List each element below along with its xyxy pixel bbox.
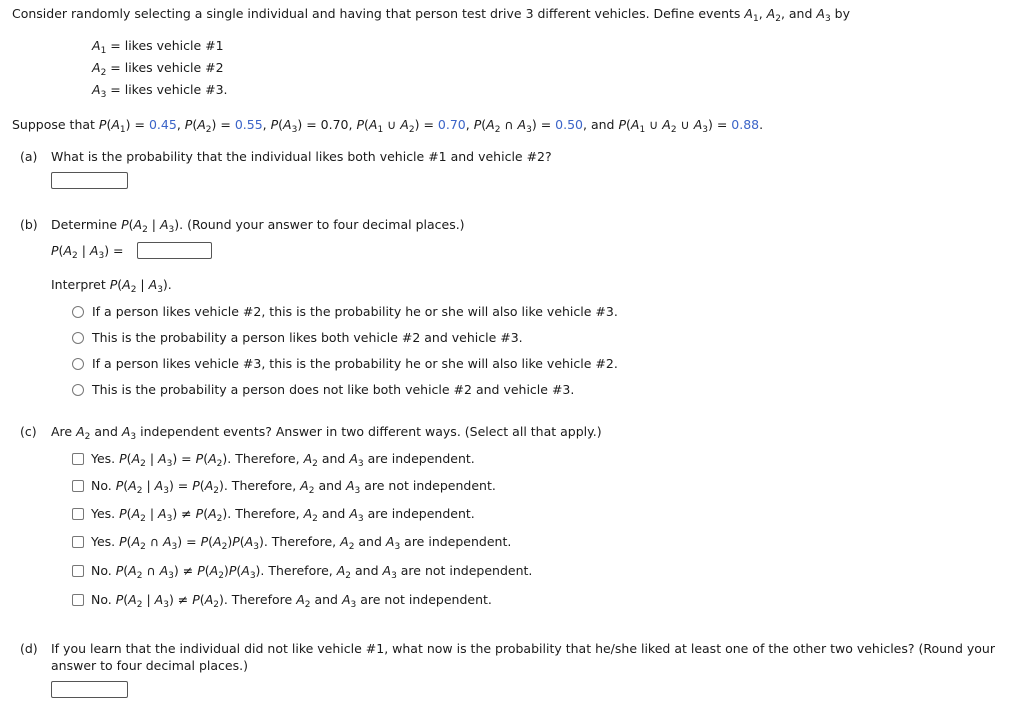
part-c-option-1-label: Yes. $P(A_2$ | $A_3) = P(A_2)$. Therefore, $A_2$ and $A_3$ are independent. [91,451,475,469]
part-b-question: Determine $P(A_2$ | $A_3$). (Round your answer to four decimal places.) [51,217,465,235]
part-c-option-3-checkbox[interactable] [72,508,84,520]
p-a1-value: 0.45 [148,117,177,132]
part-b-interpret: Interpret $P(A_2$ | $A_3$). [51,277,172,295]
part-a-label: (a) [20,149,38,164]
part-c-option-5-checkbox[interactable] [72,565,84,577]
part-c-option-6-checkbox[interactable] [72,594,84,606]
part-c-option-2-label: No. $P(A_2$ | $A_3) = P(A_2)$. Therefore, $A_2$ and $A_3$ are not independent. [91,478,496,496]
part-c-option-2-checkbox[interactable] [72,480,84,492]
p-a3-value: 0.70 [320,117,349,132]
part-c-option-1-checkbox[interactable] [72,453,84,465]
definition-a3: $A_3$ = likes vehicle #3. [92,82,228,100]
part-b-option-4-radio[interactable] [72,384,84,396]
definition-a1: $A_1$ = likes vehicle #1 [92,38,224,56]
part-b-label: (b) [20,217,38,232]
part-d-answer-input[interactable] [51,681,128,698]
part-a-answer-input[interactable] [51,172,128,189]
part-b-option-1-radio[interactable] [72,306,84,318]
part-d-question-line2: answer to four decimal places.) [51,658,248,673]
part-d-label: (d) [20,641,38,656]
part-c-question: Are $A_2$ and $A_3$ independent events? Answer in two different ways. (Select all that apply.) [51,424,602,442]
part-b-option-3-label: If a person likes vehicle #3, this is the probability he or she will also like vehicle #2. [92,356,618,371]
part-b-option-1-label: If a person likes vehicle #2, this is the probability he or she will also like vehicle #3. [92,304,618,319]
part-c-option-5-label: No. $P(A_2$ ∩ $A_3) \ne P(A_2)P(A_3)$. Therefore, $A_2$ and $A_3$ are not independent. [91,563,533,581]
p-a2-intersect-a3-value: 0.50 [555,117,583,132]
part-b-option-4-label: This is the probability a person does not like both vehicle #2 and vehicle #3. [92,382,575,397]
part-a-question: What is the probability that the individual likes both vehicle #1 and vehicle #2? [51,149,552,164]
definition-a2: $A_2$ = likes vehicle #2 [92,60,224,78]
part-c-option-4-label: Yes. $P(A_2$ ∩ $A_3) = P(A_2)P(A_3)$. Therefore, $A_2$ and $A_3$ are independent. [91,534,512,552]
p-union-all-value: 0.88 [731,117,760,132]
part-d-question-line1: If you learn that the individual did not like vehicle #1, what now is the probability that he/she liked at least one of the other two vehicles? (Round your [51,641,995,656]
part-b-option-2-label: This is the probability a person likes both vehicle #2 and vehicle #3. [92,330,523,345]
given-probabilities: Suppose that $P(A_1) = 0.45$, $P(A_2) = 0.55$, $P(A_3) = 0.70$, $P(A_1$ ∪ $A_2) = 0.70$, $P(A_2$ ∩ $A_3) = 0.50$, and $P(A_1$ ∪ $A_2$ ∪ $A_3) = 0.88$. [12,117,764,135]
p-a2-value: 0.55 [234,117,263,132]
part-b-option-3-radio[interactable] [72,358,84,370]
part-c-label: (c) [20,424,37,439]
part-b-option-2-radio[interactable] [72,332,84,344]
intro-text: Consider randomly selecting a single individual and having that person test drive 3 different vehicles. Define events $A_1$, $A_2$, and $A_3$ by [12,6,850,24]
part-c-option-3-label: Yes. $P(A_2$ | $A_3) \ne P(A_2)$. Therefore, $A_2$ and $A_3$ are independent. [91,506,475,524]
part-c-option-4-checkbox[interactable] [72,536,84,548]
p-a1-union-a2-value: 0.70 [437,117,466,132]
part-b-answer-label: $P(A_2$ | $A_3$) = [51,243,124,261]
part-b-answer-input[interactable] [137,242,212,259]
part-c-option-6-label: No. $P(A_2$ | $A_3) \ne P(A_2)$. Therefore $A_2$ and $A_3$ are not independent. [91,592,492,610]
